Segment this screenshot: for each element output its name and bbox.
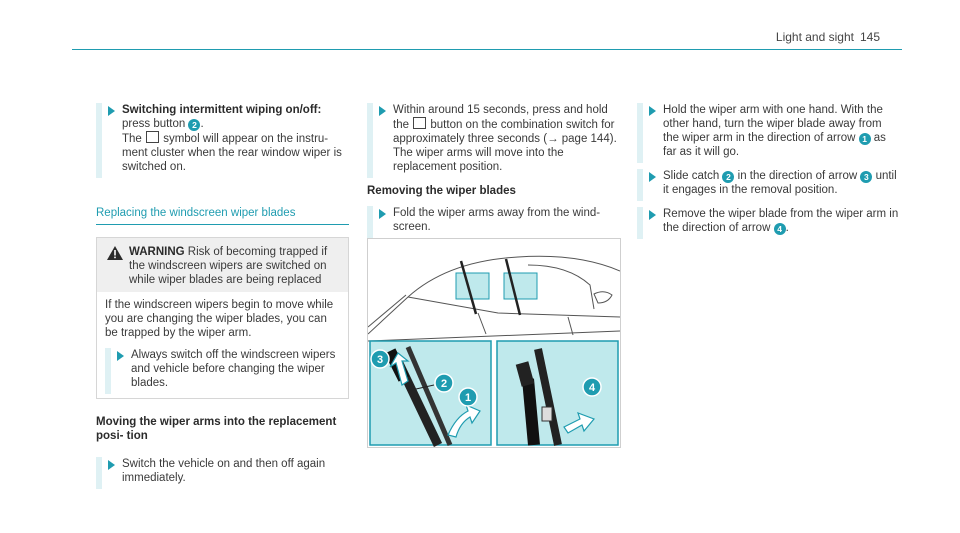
step-text: Within around 15 seconds, press and hold the [393,104,608,131]
callout-3-label: 3 [376,354,384,366]
callout-2-label: 2 [440,378,448,390]
step-fold-arms [367,206,619,234]
step-switch-vehicle [96,457,349,485]
warning-triangle-icon [107,246,123,260]
header-rule [72,49,902,50]
callout-3-icon: 3 [860,171,872,183]
step-bar [637,103,643,163]
step-bar [367,103,373,178]
step-text: Always switch off the windscreen wipers and vehicle before changing the wiper blades. [131,349,336,389]
step-bar [96,103,102,178]
step-bar [367,206,373,238]
wiper-blade-figure [367,238,621,448]
step-text: button on the combination switch for approximately three seconds ( [393,119,615,145]
step-text: until it engages in the removal position. [663,170,897,196]
callout-3-icon [371,350,389,368]
step-hold-wiper-arm [637,103,899,159]
page-reference-link[interactable]: → page 144 [547,133,610,145]
warning-label: WARNING [129,246,185,258]
step-bar [105,348,111,394]
step-text: press button [122,118,189,130]
callout-2-icon: 2 [722,171,734,183]
subsection-title: Removing the wiper blades [367,185,516,197]
callout-4-icon: 4 [774,223,786,235]
step-slide-catch [637,169,899,197]
rear-wiper-symbol-icon [146,131,159,143]
subsection-title: Moving the wiper arms into the replacement posi- tion [96,416,337,442]
step-arrow-icon [117,351,124,361]
warning-body-text: If the windscreen wipers begin to move while you are changing the wiper blades, you can be trapped by the wiper arm. [105,299,334,339]
callout-1-icon: 1 [859,133,871,145]
step-arrow-icon [379,106,386,116]
running-header [776,30,880,44]
warning-box [96,237,349,399]
step-text: in the direction of arrow [734,170,861,182]
warning-step [105,348,340,390]
callout-2-icon [435,374,453,392]
step-arrow-icon [379,209,386,219]
step-bar [637,169,643,201]
step-arrow-icon [108,460,115,470]
warning-head-text: Risk of becoming trapped if the windscreen wipers are switched on while wiper blades are being replaced [129,246,328,286]
step-text: Remove the wiper blade from the wiper arm in the direction of arrow [663,208,899,234]
step-arrow-icon [649,210,656,220]
step-text: Switch the vehicle on and then off again immediately. [122,458,326,484]
section-title: Replacing the windscreen wiper blades [96,206,349,225]
step-arrow-icon [649,106,656,116]
step-text: The [122,133,146,145]
step-text: Slide catch [663,170,723,182]
callout-4-label: 4 [588,382,596,394]
step-remove-blade [637,207,899,235]
column-2 [367,103,619,244]
step-press-hold [367,103,619,174]
warning-body [97,292,348,398]
step-intermittent-wiping [96,103,349,174]
callout-1-icon [459,388,477,406]
step-text: . [785,222,789,234]
step-text: Fold the wiper arms away from the wind- screen. [393,207,601,233]
wiper-button-symbol-icon [413,117,426,129]
callout-2-icon: 2 [188,119,200,131]
step-text: . [200,118,204,130]
step-bold-label: Switching intermittent wiping on/off: [122,104,322,116]
page-number: 145 [859,30,880,44]
callout-1-label: 1 [464,392,472,404]
callout-4-icon [583,378,601,396]
step-bar [637,207,643,239]
step-text: as far as it will go. [663,132,886,158]
step-arrow-icon [649,172,656,182]
step-arrow-icon [108,106,115,116]
column-1 [96,103,349,495]
step-text: symbol will appear on the instru- ment cluster when the rear window wiper is switched on. [122,133,342,173]
step-bar [96,457,102,489]
step-text: ). The wiper arms will move into the replacement position. [393,133,617,173]
header-title: Light and sight [775,30,854,44]
step-text: Hold the wiper arm with one hand. With the other hand, turn the wiper blade away from the wiper arm in the direction of arrow [663,104,883,144]
wiper-illustration [368,239,620,447]
column-3 [637,103,899,245]
warning-header [97,238,348,292]
